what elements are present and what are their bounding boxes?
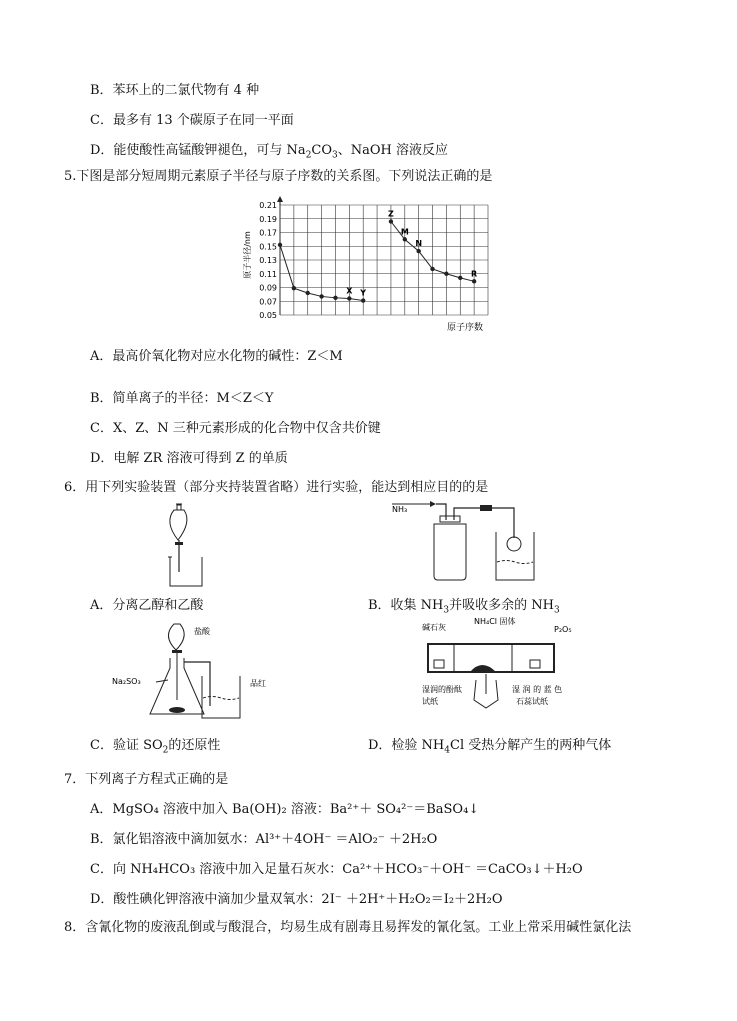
pinkdye-label: 品红 [250, 679, 266, 688]
q6-caption-a: A．分离乙醇和乙酸 [90, 598, 204, 613]
q7-option-d: D．酸性碘化钾溶液中滴加少量双氧水：2I⁻ ＋2H⁺＋H₂O₂＝I₂＋2H₂O [90, 892, 503, 907]
na2so3-label: Na₂SO₃ [112, 677, 141, 686]
q5-option-c: C．X、Z、N 三种元素形成的化合物中仅含共价键 [90, 421, 381, 436]
chart-y-ticks [259, 201, 277, 320]
q4-option-d: D．能使酸性高锰酸钾褪色，可与 $Na_2CO_3$、NaOH 溶液反应 [90, 143, 449, 161]
y-tick-label: 0.11 [259, 269, 277, 279]
chart-xlabel: 原子序数 [446, 323, 484, 333]
phenolphthalein-label-2: 试纸 [422, 697, 438, 706]
data-point [472, 279, 476, 283]
data-point [347, 296, 351, 300]
q7-option-a: A．MgSO₄ 溶液中加入 Ba(OH)₂ 溶液：Ba²⁺＋ SO₄²⁻＝BaSO₄↓ [90, 802, 480, 817]
q5-stem: 5.下图是部分短周期元素原子半径与原子序数的关系图。下列说法正确的是 [64, 169, 493, 184]
data-point [292, 286, 296, 290]
y-tick-label: 0.09 [259, 283, 277, 293]
nh4cl-label: NH₄Cl 固体 [474, 617, 516, 626]
q5-option-a: A．最高价氧化物对应水化物的碱性：Z＜M [90, 349, 343, 364]
chart-y-arrow [277, 196, 283, 202]
data-point [430, 267, 434, 271]
q7-stem: 7．下列离子方程式正确的是 [64, 772, 229, 787]
data-point [278, 243, 282, 247]
q6-stem: 6．用下列实验装置（部分夹持装置省略）进行实验，能达到相应目的的是 [64, 480, 489, 495]
data-point [361, 298, 365, 302]
q7-option-c: C．向 NH₄HCO₃ 溶液中加入足量石灰水：Ca²⁺＋HCO₃⁻＋OH⁻ ＝CaCO₃↓＋H₂O [90, 862, 583, 877]
chart-ylabel: 原子半径/nm [243, 231, 252, 279]
data-point [403, 237, 407, 241]
q5-option-b: B．简单离子的半径：M＜Z＜Y [90, 391, 274, 406]
data-point [306, 291, 310, 295]
litmus-label: 湿 润 的 蓝 色 [512, 685, 563, 694]
q6-caption-b: B．收集 $NH_3$并吸收多余的 $NH_3$ [368, 598, 560, 616]
data-point [333, 296, 337, 300]
q4-option-c: C．最多有 13 个碳原子在同一平面 [90, 113, 294, 128]
point-label: N [415, 239, 423, 249]
apparatus-a [150, 502, 230, 592]
q6-caption-c: C．验证 $SO_2$的还原性 [90, 738, 221, 756]
point-label: X [346, 286, 353, 296]
hcl-label: 盐酸 [194, 627, 210, 636]
apparatus-b [390, 498, 550, 588]
y-tick-label: 0.21 [259, 201, 277, 210]
data-point [389, 219, 393, 223]
apparatus-c [110, 618, 280, 723]
y-tick-label: 0.15 [259, 242, 277, 252]
apparatus-d [420, 616, 590, 726]
point-label: M [400, 227, 409, 237]
sodalime-label: 碱石灰 [422, 623, 446, 632]
q6-caption-d: D．检验 $NH_4Cl$ 受热分解产生的两种气体 [368, 738, 612, 756]
data-point [319, 294, 323, 298]
y-tick-label: 0.13 [259, 256, 277, 265]
atomic-radius-chart [238, 195, 498, 335]
p2o5-label: P₂O₅ [554, 625, 572, 634]
q8-stem: 8．含氰化物的废液乱倒或与酸混合，均易生成有剧毒且易挥发的氰化氢。工业上常采用碱性氯化法 [64, 920, 632, 935]
data-point [458, 276, 462, 280]
litmus-label-2: 石蕊试纸 [516, 697, 548, 706]
y-tick-label: 0.17 [259, 228, 277, 238]
data-point [444, 272, 448, 276]
y-tick-label: 0.19 [259, 214, 277, 224]
data-point [416, 249, 420, 253]
chart-grid [277, 196, 488, 315]
phenolphthalein-label: 湿润的酚酞 [422, 685, 462, 694]
q5-option-d: D．电解 ZR 溶液可得到 Z 的单质 [90, 451, 288, 466]
point-label: Z [388, 209, 394, 219]
nh3-label: NH₃ [392, 505, 408, 514]
point-label: Y [360, 288, 367, 298]
q4-option-b: B．苯环上的二氯代物有 4 种 [90, 83, 260, 98]
y-tick-label: 0.05 [259, 311, 277, 320]
y-tick-label: 0.07 [259, 297, 277, 307]
point-label: R [471, 269, 478, 279]
q7-option-b: B．氯化铝溶液中滴加氨水：Al³⁺＋4OH⁻ ＝AlO₂⁻ ＋2H₂O [90, 832, 438, 847]
